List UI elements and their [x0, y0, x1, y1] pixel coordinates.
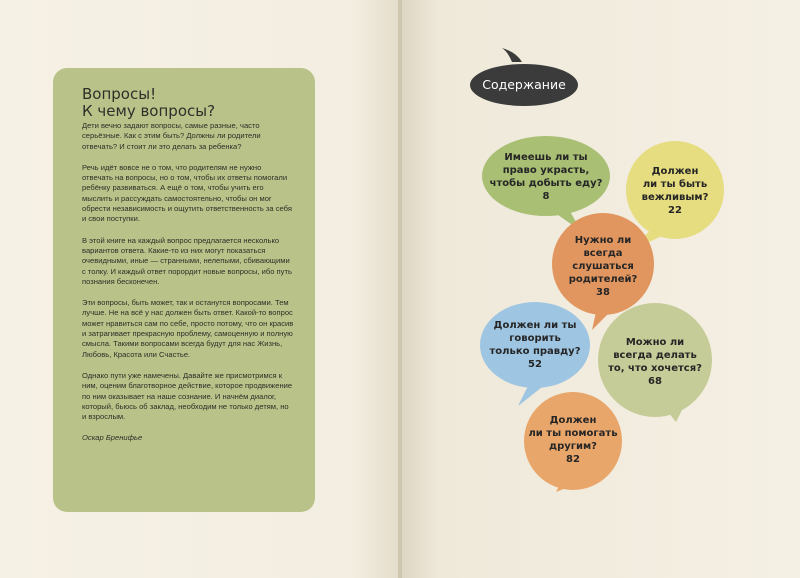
bubble-truth-text[interactable]	[482, 319, 588, 371]
bubble-polite-line-1: Должен	[651, 166, 699, 177]
bubble-obey-text[interactable]	[558, 234, 648, 299]
bubble-truth-line-3: только правду?	[489, 346, 581, 357]
bubble-polite-line-2: ли ты быть	[642, 179, 708, 190]
bubble-obey-line-3: слушаться	[572, 261, 634, 272]
bubble-steal-text[interactable]	[482, 151, 610, 203]
bubble-help-page: 82	[566, 454, 580, 465]
intro-paragraph-1: Дети вечно задают вопросы, самые разные, часто серьёзные. Как с этим быть? Должны ли родители отвечать? И стоит ли это делать за ребенка?	[82, 121, 261, 151]
bubble-polite-line-3: вежливым?	[641, 192, 709, 203]
intro-author: Оскар Бренифье	[82, 433, 143, 443]
bubble-polite-text[interactable]	[630, 165, 720, 217]
intro-paragraph-5: Однако пути уже намечены. Давайте же присмотримся к ним, оценим благотворное действие, которое продвижение по ним оказывает на наше сознание. И начнём диалог, который, бьюсь об заклад, необходим не только детям, но и взрослым.	[82, 370, 293, 422]
bubble-help-line-3: другим?	[549, 441, 597, 452]
bubble-steal-line-2: право украсть,	[502, 165, 590, 176]
contents-title: Содержание	[482, 77, 566, 92]
bubble-whatever-line-3: то, что хочется?	[608, 363, 702, 374]
intro-paragraph-4: Эти вопросы, быть может, так и останутся вопросами. Тем лучше. Не на всё у нас должен быть ответ. Какой-то вопрос может нравиться сам по себе, просто потому, что он красив и затрагивает прекрасную проблему, самоценную и полную смысла. Такими вопросами всегда будут для нас Жизнь, Любовь, Красота или Счастье.	[82, 298, 294, 359]
bubble-obey-page: 38	[596, 287, 610, 298]
bubble-whatever-page: 68	[648, 376, 662, 387]
intro-paragraph-3: В этой книге на каждый вопрос предлагается несколько вариантов ответа. Какие-то из них могут показаться очевидными, иные — странными, нелепыми, сбивающими с толку. И каждый ответ порордит новые вопросы, ибо путь познания бесконечен.	[82, 235, 292, 286]
intro-paragraph-2: Речь идёт вовсе не о том, что родителям не нужно отвечать на вопросы, но о том, чтобы их ответы помогали ребёнку развиваться. А ещё о том, чтобы учить его мыслить и рассуждать самостоятельно, чтобы он мог обрести независимость и ощутить ответственность за себя и свои поступки.	[82, 162, 292, 224]
bubble-truth-line-1: Должен ли ты	[493, 320, 577, 331]
intro-title-line-1: Вопросы!	[82, 85, 157, 103]
bubble-obey-line-1: Нужно ли	[574, 235, 632, 246]
bubble-steal-line-1: Имеешь ли ты	[504, 152, 588, 163]
bubble-help-line-1: Должен	[549, 415, 597, 426]
bubble-whatever-line-1: Можно ли	[625, 337, 685, 348]
bubble-truth-line-2: говорить	[509, 333, 561, 344]
bubble-whatever-line-2: всегда делать	[613, 350, 697, 361]
bubble-help-line-2: ли ты помогать	[528, 428, 618, 439]
intro-title-line-2: К чему вопросы?	[82, 102, 216, 120]
bubble-truth-page: 52	[528, 359, 542, 370]
bubble-obey-line-2: всегда	[583, 248, 623, 259]
bubble-whatever-text[interactable]	[600, 336, 710, 388]
bubble-polite-page: 22	[668, 205, 682, 216]
bubble-obey-line-4: родителей?	[568, 274, 638, 285]
bubble-steal-page: 8	[542, 191, 550, 202]
bubble-help-text[interactable]	[523, 414, 623, 466]
bubble-steal-line-3: чтобы добыть еду?	[489, 178, 603, 189]
